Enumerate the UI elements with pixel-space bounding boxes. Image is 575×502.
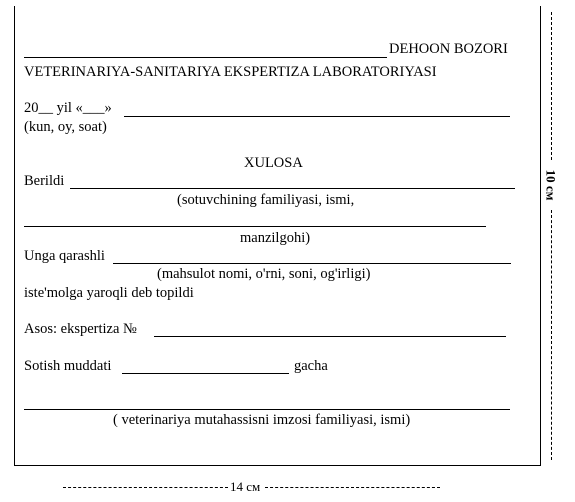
basis-label: Asos: ekspertiza № xyxy=(24,321,137,337)
market-name: DEHOON BOZORI xyxy=(389,41,508,57)
form-left-border xyxy=(14,6,15,465)
signature-blank[interactable] xyxy=(24,409,510,410)
width-dimension-label: 14 см xyxy=(230,479,261,494)
product-hint: (mahsulot nomi, o'rni, soni, og'irligi) xyxy=(157,266,371,282)
basis-blank[interactable] xyxy=(154,336,506,337)
height-dimension-label: 10 см xyxy=(543,169,559,201)
issued-address-hint: manzilgohi) xyxy=(240,230,311,246)
signature-hint: ( veterinariya mutahassisni imzosi familiyasi, ismi) xyxy=(113,412,411,428)
height-dimension-line-bottom xyxy=(551,210,552,460)
date-blank[interactable] xyxy=(124,116,510,117)
product-verdict: iste'molga yaroqli deb topildi xyxy=(24,285,194,301)
sale-blank[interactable] xyxy=(122,373,289,374)
product-blank[interactable] xyxy=(113,263,511,264)
sale-suffix: gacha xyxy=(294,358,328,374)
sale-label: Sotish muddati xyxy=(24,358,112,374)
issued-address-blank[interactable] xyxy=(24,226,486,227)
issued-blank[interactable] xyxy=(70,188,515,189)
height-dimension-line-top xyxy=(551,12,552,160)
width-dimension-line-right xyxy=(265,487,440,488)
document-title: XULOSA xyxy=(244,155,303,171)
date-prefix: 20__ yil «___» xyxy=(24,100,112,116)
product-label: Unga qarashli xyxy=(24,248,105,264)
width-dimension-line-left xyxy=(63,487,228,488)
form-bottom-border xyxy=(14,465,540,466)
date-hint: (kun, oy, soat) xyxy=(24,119,107,135)
form-right-border xyxy=(540,6,541,466)
issued-name-hint: (sotuvchining familiyasi, ismi, xyxy=(177,192,355,208)
lab-name: VETERINARIYA-SANITARIYA EKSPERTIZA LABORATORIYASI xyxy=(24,64,437,80)
market-name-blank xyxy=(24,57,387,58)
issued-label: Berildi xyxy=(24,173,65,189)
